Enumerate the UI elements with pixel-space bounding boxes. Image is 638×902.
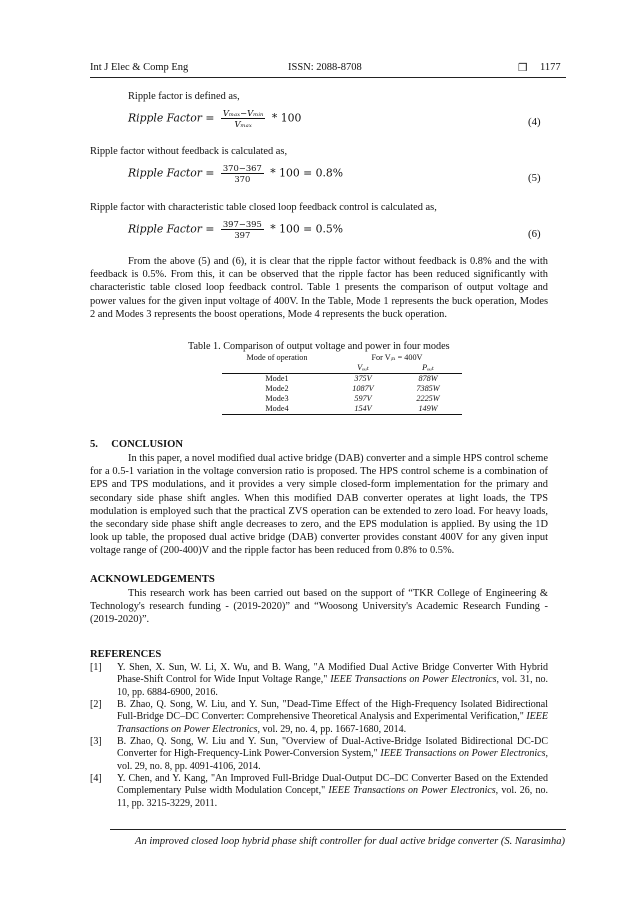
cell-vout: 1087V <box>352 384 374 393</box>
eq6-number: (6) <box>528 228 541 240</box>
eq6-rhs: * 100 = 0.5% <box>270 222 344 236</box>
footer-title: An improved closed loop hybrid phase shift controller for dual active bridge converter (S. Narasimha) <box>135 836 565 847</box>
table-caption: Table 1. Comparison of output voltage and power in four modes <box>188 341 450 352</box>
box-icon: ❒ <box>518 63 528 74</box>
references-heading: REFERENCES <box>90 649 162 660</box>
ack-heading: ACKNOWLEDGEMENTS <box>90 574 215 585</box>
ref-number: [1] <box>90 662 102 673</box>
ref-journal: IEEE Transactions on Power Electronics <box>117 711 548 735</box>
cell-mode: Mode2 <box>265 384 289 393</box>
table-row <box>222 384 462 394</box>
cell-vout: 154V <box>354 404 372 413</box>
eq5-den: 370 <box>234 174 251 184</box>
equation-5 <box>128 163 343 184</box>
table-row <box>222 374 462 385</box>
cell-vout: 375V <box>354 374 372 383</box>
issn: ISSN: 2088-8708 <box>288 62 362 73</box>
ref-details: , vol. 31, no. 10, pp. 6884-6900, 2016. <box>117 674 548 698</box>
ref-details: , vol. 29, no. 8, pp. 4091-4106, 2014. <box>117 748 548 772</box>
ref-number: [4] <box>90 773 102 784</box>
equation-6 <box>128 219 343 240</box>
equation-4 <box>128 108 301 129</box>
eq6-num: 397−395 <box>222 219 262 229</box>
cell-pout: 2225W <box>416 394 440 403</box>
ripple-nofb-intro: Ripple factor without feedback is calculated as, <box>90 146 288 157</box>
cell-pout: 878W <box>418 374 438 383</box>
header-rule <box>90 77 566 78</box>
col-mode-header: Mode of operation <box>246 353 308 362</box>
reference-item <box>90 773 548 810</box>
eq6-fraction <box>221 219 264 240</box>
cell-pout: 149W <box>418 404 438 413</box>
table-row <box>222 404 462 415</box>
reference-item <box>90 662 548 699</box>
col-pout-header: Pₒᵤₜ <box>422 363 434 372</box>
ref-journal: IEEE Transactions on Power Electronics <box>380 748 546 760</box>
table-header-row <box>222 353 462 363</box>
col-vin-header: For Vᵢₙ = 400V <box>371 353 423 362</box>
footer-rule <box>110 829 566 830</box>
eq4-fraction <box>221 108 266 129</box>
table-subheader-row <box>222 363 462 374</box>
empty-cell <box>222 363 332 374</box>
eq4-number: (4) <box>528 116 541 128</box>
journal-name: Int J Elec & Comp Eng <box>90 62 189 73</box>
table-row <box>222 394 462 404</box>
ref-text: B. Zhao, Q. Song, W. Liu and Y. Sun, "Overview of Dual-Active-Bridge Isolated Bidirectional DC-DC Converter for High-Frequency-Link Power-Conversion System," <box>117 736 548 760</box>
cell-pout: 7385W <box>416 384 440 393</box>
comparison-table <box>222 353 462 415</box>
eq6-den: 397 <box>234 230 251 240</box>
page-number: 1177 <box>540 62 561 73</box>
ref-journal: IEEE Transactions on Power Electronics <box>328 785 496 797</box>
conclusion-paragraph: In this paper, a novel modified dual active bridge (DAB) converter and a simple HPS control scheme for a 0.5-1 variation in the voltage conversion ratio is proposed. The HPS control scheme is a combination of EPS and TPS modulations, and it provides a very simple closed-form implementation for the primary and secondary side phase shift angles. When this modified DAB converter operates at light loads, the TPS modulation is employed such that the practical ZVS operation can be extended to zero load. For heavy loads, the secondary side phase shift angle decreases to zero, and the EPS modulation is applied. By using the 1D look up table, the proposed dual active bridge (DAB) converter provides constant 400V for any given input voltage range of (200-400)V and the ripple factor has been reduced from 0.8% to 0.5%. <box>90 453 548 557</box>
conclusion-heading: 5. CONCLUSION <box>90 439 184 450</box>
cell-mode: Mode1 <box>265 374 289 383</box>
eq5-rhs: * 100 = 0.8% <box>270 166 344 180</box>
ack-paragraph: This research work has been carried out based on the support of “TKR College of Engineering & Technology's research funding - (2019-2020)” and “Woosong University's Academic Research Funding - (2019-2020)”. <box>90 588 548 626</box>
ref-text: Y. Chen, and Y. Kang, "An Improved Full-Bridge Dual-Output DC–DC Converter Based on the Extended Complementary Pulse width Modulation Concept," <box>117 773 548 797</box>
ref-details: , vol. 29, no. 4, pp. 1667-1680, 2014. <box>257 723 407 735</box>
ripple-def-intro: Ripple factor is defined as, <box>128 91 240 102</box>
reference-item <box>90 736 548 773</box>
eq5-lhs: Ripple Factor = <box>128 166 215 180</box>
col-vout-header: Vₒᵤₜ <box>357 363 369 372</box>
ref-text: B. Zhao, Q. Song, W. Liu, and Y. Sun, "Dead-Time Effect of the High-Frequency Isolated Bidirectional Full-Bridge DC–DC Converter: Comprehensive Theoretical Analysis and Experimental Verification," <box>117 699 548 723</box>
ripple-fb-intro: Ripple factor with characteristic table closed loop feedback control is calculated as, <box>90 202 437 213</box>
ref-text: Y. Shen, X. Sun, W. Li, X. Wu, and B. Wang, "A Modified Dual Active Bridge Converter With Hybrid Phase-Shift Control for Wide Input Voltage Range," <box>117 662 548 686</box>
eq4-den: Vₘₐₓ <box>234 119 252 129</box>
cell-vout: 597V <box>354 394 372 403</box>
discussion-paragraph: From the above (5) and (6), it is clear that the ripple factor without feedback is 0.8% and the with feedback is 0.5%. From this, it can be observed that the ripple factor has been reduced significantly with characteristic table closed loop feedback control. Table 1 presents the comparison of output voltage and power values for the given input voltage of 400V. In the Table, Mode 1 represents the buck operation, Modes 2 and Modes 3 represents the boost operations, Mode 4 represents the buck operation. <box>90 256 548 320</box>
eq4-num: Vₘₐₓ−Vₘᵢₙ <box>222 108 264 118</box>
eq5-fraction <box>221 163 264 184</box>
cell-mode: Mode4 <box>265 404 289 413</box>
ref-journal: IEEE Transactions on Power Electronics <box>330 674 497 686</box>
ref-number: [2] <box>90 699 102 710</box>
ref-details: , vol. 26, no. 11, pp. 3215-3229, 2011. <box>117 785 548 809</box>
cell-mode: Mode3 <box>265 394 289 403</box>
ref-number: [3] <box>90 736 102 747</box>
eq5-number: (5) <box>528 172 541 184</box>
eq4-lhs: Ripple Factor = <box>128 111 215 125</box>
eq4-rhs: * 100 <box>271 111 302 125</box>
eq6-lhs: Ripple Factor = <box>128 222 215 236</box>
eq5-num: 370−367 <box>222 163 262 173</box>
reference-item <box>90 699 548 736</box>
